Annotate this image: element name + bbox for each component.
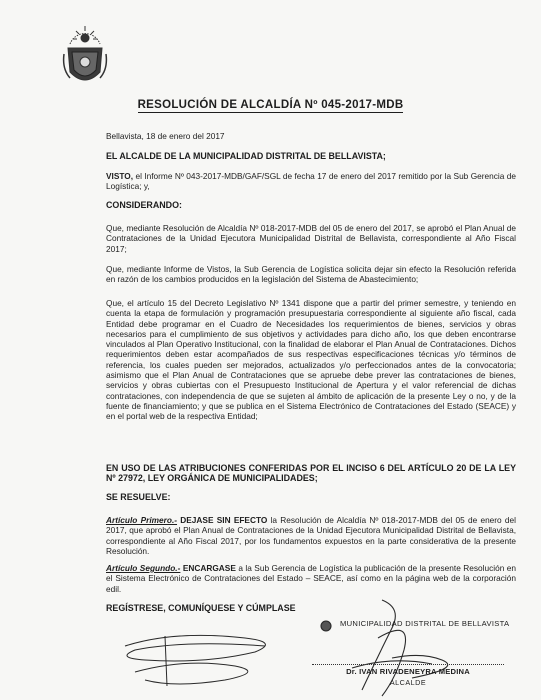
article-2	[106, 563, 516, 594]
visto-paragraph	[106, 171, 516, 192]
article-2-label: Artículo Segundo.-	[106, 563, 181, 573]
addressee: EL ALCALDE DE LA MUNICIPALIDAD DISTRITAL DE BELLAVISTA;	[106, 151, 386, 161]
visto-label: VISTO,	[106, 171, 134, 181]
stamp-header: MUNICIPALIDAD DISTRITAL DE BELLAVISTA	[340, 619, 510, 628]
article-2-text: a la Sub Gerencia de Logística la publicación de la presente Resolución en el Sistema Electrónico de Contrataciones del Estado – SEACE, así como en la página web de la corporación edil.	[106, 563, 517, 594]
paragraph-1: Que, mediante Resolución de Alcaldía Nº 018-2017-MDB del 05 de enero del 2017, se aprobó el Plan Anual de Contrataciones de la Unidad Ejecutora Municipalidad Distrital de Bellavista, correspondiente al Año Fiscal 2017;	[106, 223, 516, 254]
article-1-label: Artículo Primero.-	[106, 515, 178, 525]
article-1	[106, 515, 516, 556]
municipal-seal-icon	[62, 14, 108, 94]
closing-line: REGÍSTRESE, COMUNÍQUESE Y CÚMPLASE	[106, 603, 296, 613]
signatory-role: ALCALDE	[389, 678, 427, 687]
date-line: Bellavista, 18 de enero del 2017	[106, 131, 225, 141]
paragraph-3: Que, el artículo 15 del Decreto Legislativo Nº 1341 dispone que a partir del primer semestre, y teniendo en cuenta la etapa de formulación y programación presupuestaria correspondiente al siguiente año fiscal, cada Entidad debe programar en el Cuadro de Necesidades los requerimientos de bienes, servicios y obras necesarios para el cumplimiento de sus objetivos y actividades para dicho año, los que deben encontrarse vinculados al Plan Operativo Institucional, con la finalidad de elaborar el Plan Anual de Contrataciones. Dichos requerimientos deben estar acompañados de sus respectivas especificaciones técnicas y/o términos de referencia, los cuales pueden ser mejorados, actualizados y/o perfeccionados antes de la convocatoria; asimismo que el Plan Anual de Contrataciones que se apruebe debe prever las contrataciones de bienes, servicios y obras cubiertas con el Presupuesto Institucional de Apertura y el valor referencial de dichas contrataciones, con independencia de que se sujeten al ámbito de aplicación de la presente Ley o no, y de la fuente de financiamiento; y que se publica en el Sistema Electrónico de Contrataciones del Estado (SEACE) y en el portal web de la respectiva Entidad;	[106, 298, 516, 422]
article-1-action: DEJASE SIN EFECTO	[177, 515, 268, 525]
considerando-heading: CONSIDERANDO:	[106, 200, 182, 210]
se-resuelve-heading: SE RESUELVE:	[106, 492, 171, 502]
signatory-name: Dr. IVAN RIVADENEYRA MEDINA	[346, 667, 470, 676]
article-1-text: la Resolución de Alcaldía Nº 018-2017-MDB del 05 de enero del 2017, que aprobó el Plan Anual de Contrataciones de la Unidad Ejecutora Municipalidad Distrital de Bellavista, correspondiente al Año Fiscal 2017, por los fundamentos expuestos en la parte considerativa de la presente Resolución.	[106, 515, 516, 556]
visto-text: el Informe Nº 043-2017-MDB/GAF/SGL de fecha 17 de enero del 2017 remitido por la Sub Gerencia de Logística; y,	[106, 171, 516, 192]
paragraph-2: Que, mediante Informe de Vistos, la Sub Gerencia de Logística solicita dejar sin efecto la Resolución referida en razón de los cambios producidos en la legislación del Sistema de Abastecimiento;	[106, 264, 516, 285]
resolution-title: RESOLUCIÓN DE ALCALDÍA Nº 045-2017-MDB	[137, 99, 404, 111]
atribuciones-paragraph: EN USO DE LAS ATRIBUCIONES CONFERIDAS POR EL INCISO 6 DEL ARTÍCULO 20 DE LA LEY Nº 27972, LEY ORGÁNICA DE MUNICIPALIDADES;	[106, 463, 516, 484]
initials-scribble-icon	[105, 616, 305, 700]
article-2-action: ENCARGASE	[180, 563, 236, 573]
signature-line	[312, 664, 504, 665]
